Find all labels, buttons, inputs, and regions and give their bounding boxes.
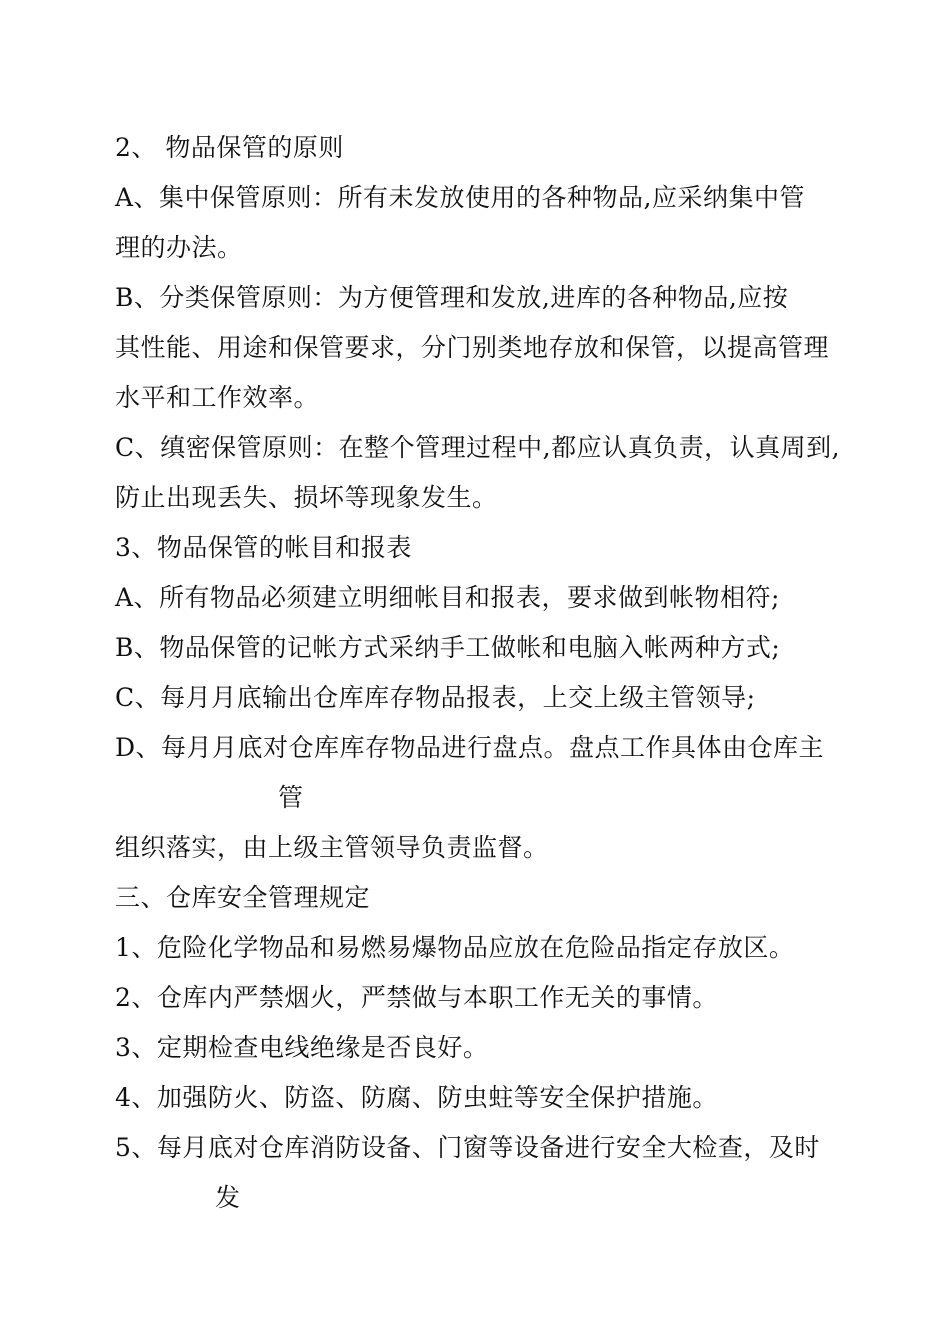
paragraph-line: 防止出现丢失、损坏等现象发生。	[115, 483, 498, 512]
paragraph-line: 5、每月底对仓库消防设备、门窗等设备进行安全大检查，及时	[115, 1133, 820, 1162]
paragraph-line: 组织落实，由上级主管领导负责监督。	[115, 833, 549, 862]
paragraph-line: A、所有物品必须建立明细帐目和报表，要求做到帐物相符;	[115, 583, 780, 612]
paragraph-line: A、集中保管原则：所有未发放使用的各种物品,应采纳集中管	[115, 183, 806, 212]
paragraph-line: 2、仓库内严禁烟火，严禁做与本职工作无关的事情。	[115, 983, 718, 1012]
paragraph-line: C、每月月底输出仓库库存物品报表，上交上级主管领导;	[115, 683, 756, 712]
paragraph-line: C、缜密保管原则：在整个管理过程中,都应认真负责，认真周到,	[115, 433, 841, 462]
paragraph-line: 其性能、用途和保管要求，分门别类地存放和保管，以提高管理	[115, 333, 830, 362]
paragraph-line: 水平和工作效率。	[115, 383, 320, 412]
paragraph-line: B、物品保管的记帐方式采纳手工做帐和电脑入帐两种方式;	[115, 633, 781, 662]
paragraph-line: D、每月月底对仓库库存物品进行盘点。盘点工作具体由仓库主	[115, 733, 825, 762]
paragraph-line: 理的办法。	[115, 233, 243, 262]
paragraph-line: 1、危险化学物品和易燃易爆物品应放在危险品指定存放区。	[115, 933, 795, 962]
paragraph-line-wrap: 管	[278, 783, 304, 812]
paragraph-line: B、分类保管原则：为方便管理和发放,进库的各种物品,应按	[115, 283, 789, 312]
section-heading-storage-principles: 2、 物品保管的原则	[115, 133, 344, 162]
paragraph-line: 3、定期检查电线绝缘是否良好。	[115, 1033, 489, 1062]
section-heading-accounts-reports: 3、物品保管的帐目和报表	[115, 533, 412, 562]
paragraph-line: 4、加强防火、防盗、防腐、防虫蛀等安全保护措施。	[115, 1083, 718, 1112]
section-heading-safety-rules: 三、仓库安全管理规定	[115, 883, 371, 912]
paragraph-line-wrap: 发	[215, 1183, 241, 1212]
